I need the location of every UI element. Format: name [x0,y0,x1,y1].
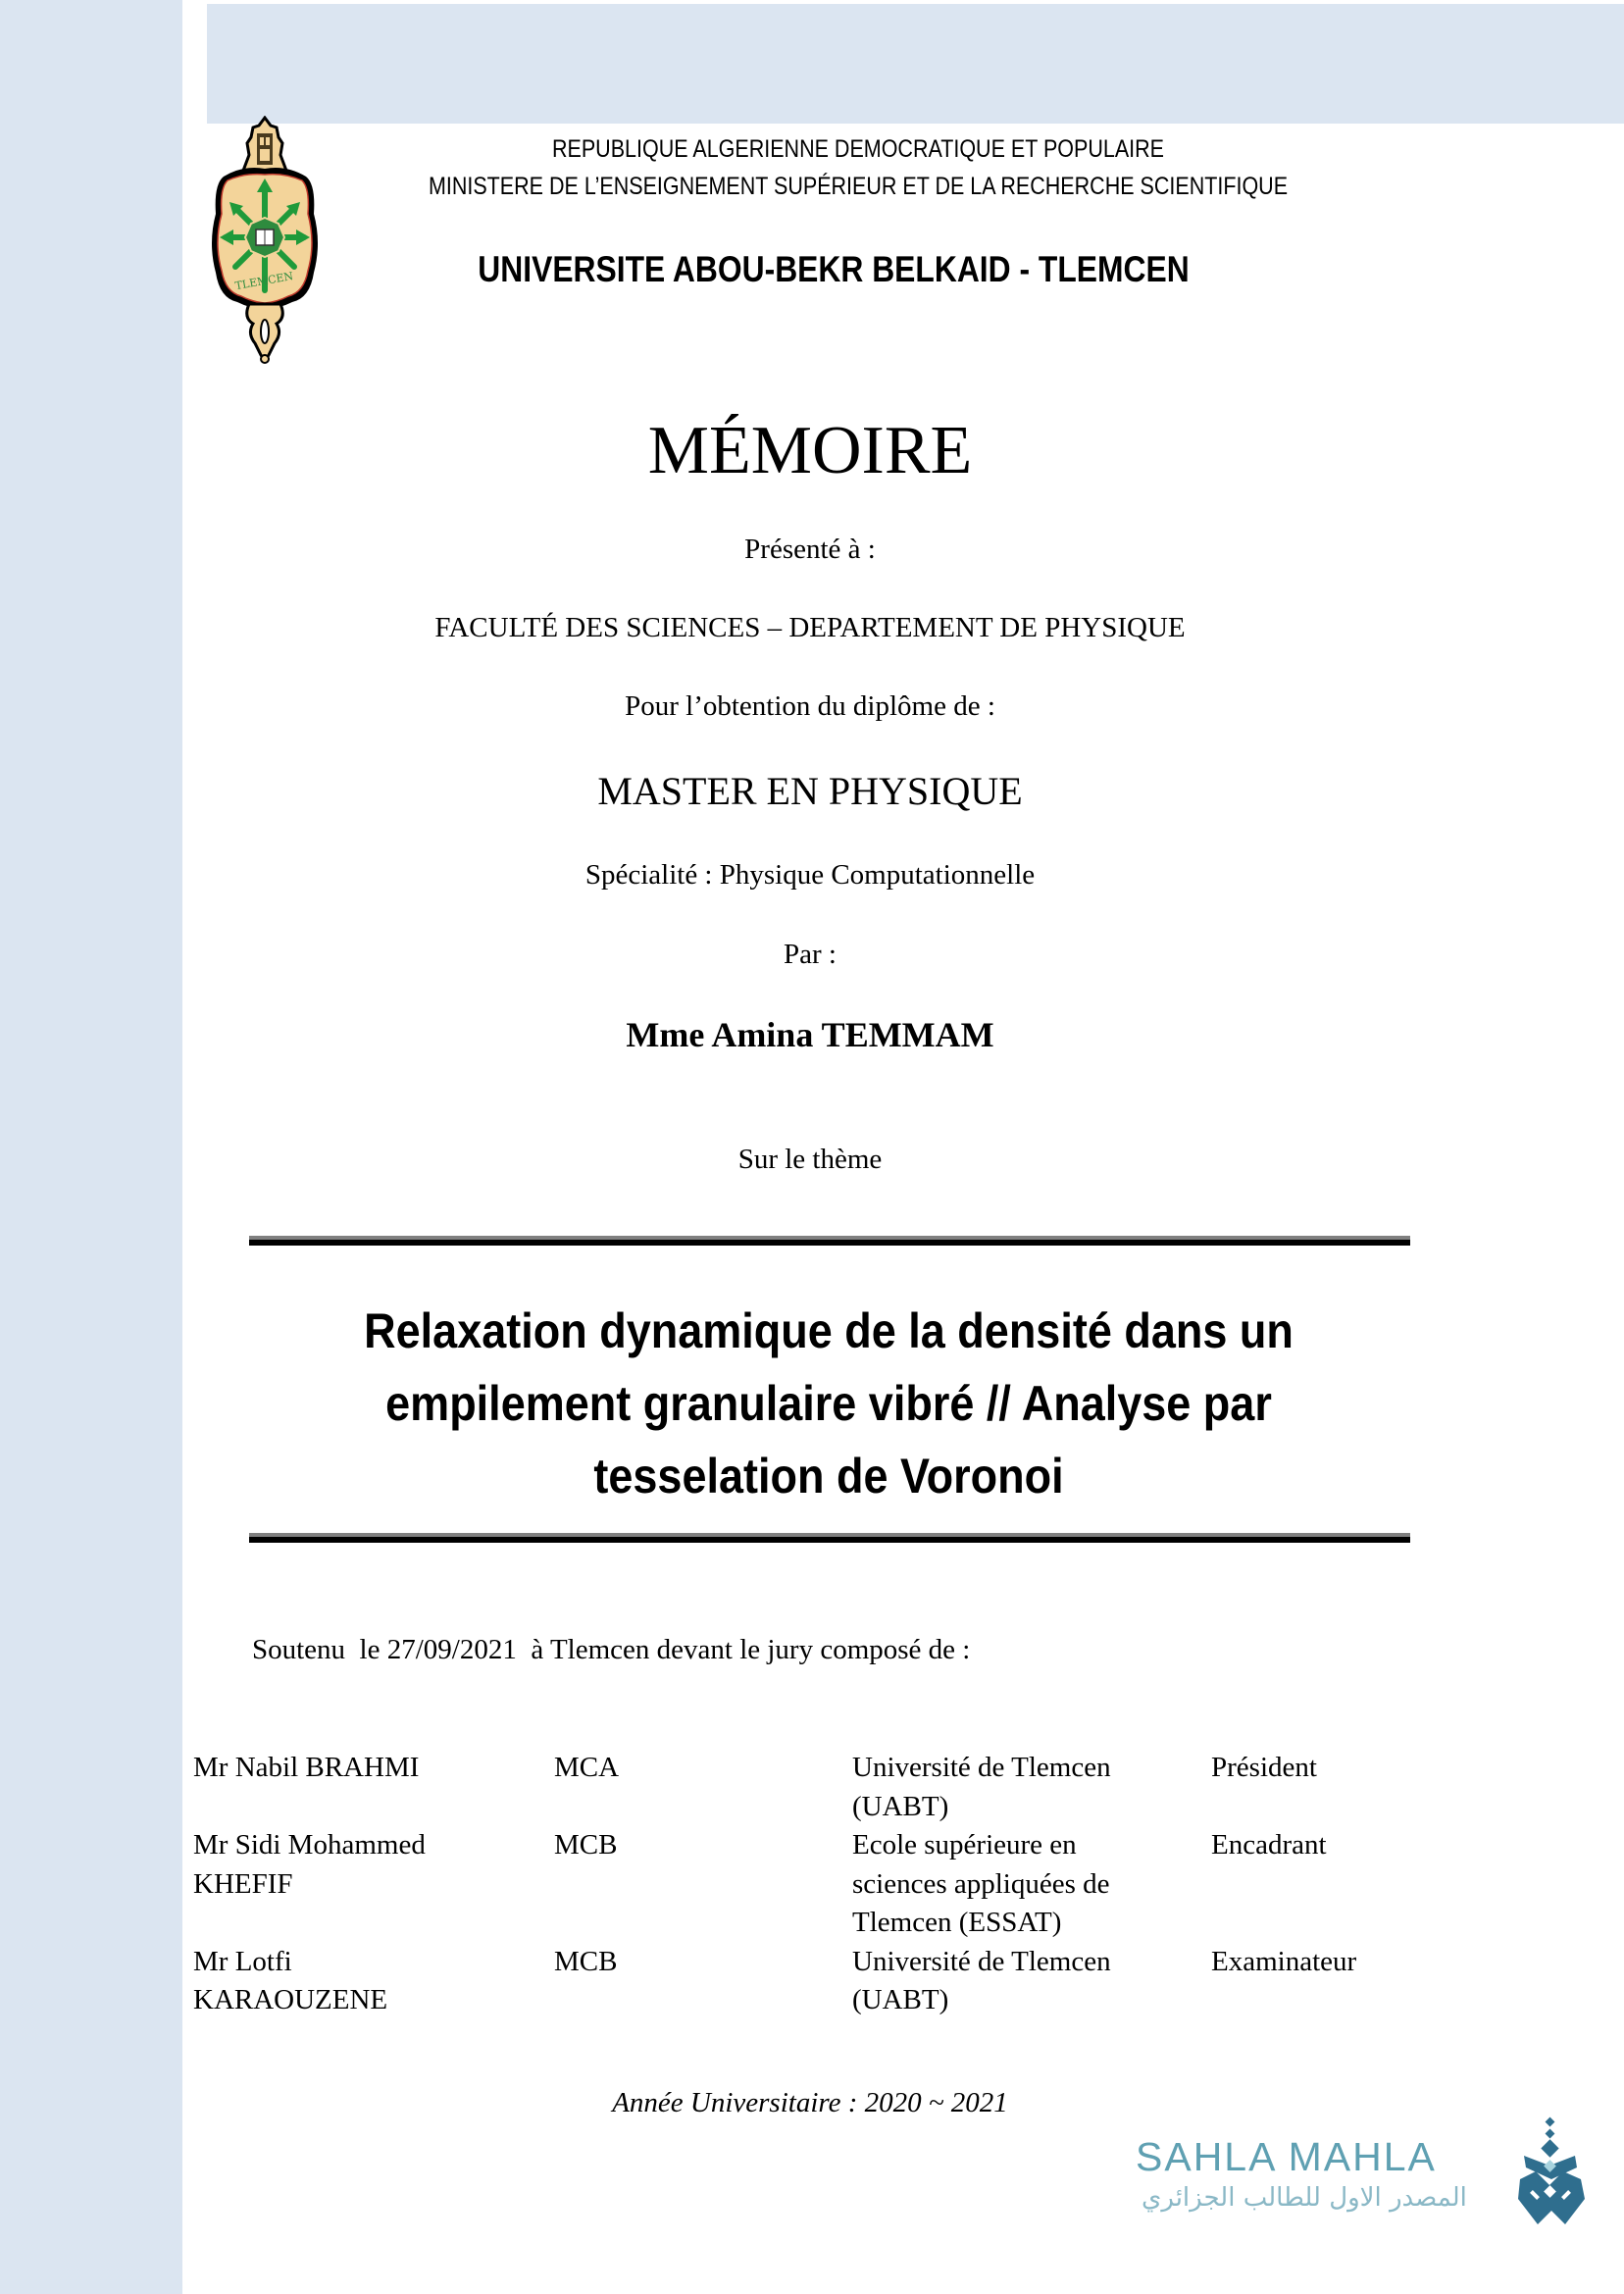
institution-line: Université de Tlemcen [852,1945,1111,1977]
jury-member-institution [852,1943,1211,2020]
thesis-title-line: Relaxation dynamique de la densité dans un [364,1303,1294,1358]
by-label: Par : [784,939,837,970]
thesis-title-line: empilement granulaire vibré // Analyse par [385,1376,1272,1431]
diploma-label: Pour l’obtention du diplôme de : [625,690,995,722]
institution-line: Tlemcen (ESSAT) [852,1907,1062,1938]
institution-line: Ecole supérieure en [852,1829,1077,1861]
institution-line: (UABT) [852,1790,949,1822]
jury-row [193,1943,1456,2020]
name-line: Mr Nabil BRAHMI [193,1752,420,1783]
university-emblem-icon [204,116,326,365]
jury-member-grade: MCB [554,1829,618,1861]
jury-member-grade: MCA [554,1752,620,1783]
sahla-mahla-logo-icon [1516,2116,1587,2226]
institution-line: Université de Tlemcen [852,1752,1111,1783]
jury-row [193,1749,1456,1826]
thesis-title [235,1295,1422,1512]
presented-to-label: Présenté à : [744,534,876,565]
name-line: Mr Lotfi [193,1945,292,1977]
jury-row [193,1826,1456,1943]
ministry-line: MINISTERE DE L’ENSEIGNEMENT SUPÉRIEUR ET DE LA RECHERCHE SCIENTIFIQUE [428,173,1289,200]
institution-line: (UABT) [852,1984,949,2015]
jury-member-name [193,1943,554,2020]
document-type: MÉMOIRE [647,413,973,488]
title-rule-top [249,1236,1410,1246]
republic-line: REPUBLIQUE ALGERIENNE DEMOCRATIQUE ET POPULAIRE [551,135,1165,163]
jury-member-role: Président [1211,1752,1317,1783]
name-line: Mr Sidi Mohammed [193,1829,426,1861]
top-banner [207,4,1624,124]
svg-text:TLEMCEN: TLEMCEN [233,269,295,293]
defense-statement: Soutenu le 27/09/2021 à Tlemcen devant le jury composé de : [252,1634,971,1665]
jury-member-grade: MCB [554,1945,618,1977]
jury-member-institution [852,1826,1211,1943]
sahla-mahla-brand: SAHLA MAHLA [1136,2134,1437,2179]
name-line: KARAOUZENE [193,1984,388,2015]
name-line: KHEFIF [193,1867,293,1900]
sahla-mahla-tagline: المصدر الاول للطالب الجزائري [1142,2183,1467,2213]
thesis-title-line: tesselation de Voronoi [593,1449,1064,1504]
author-name: Mme Amina TEMMAM [626,1015,994,1054]
institution-line: sciences appliquées de [852,1867,1110,1900]
university-name: UNIVERSITE ABOU-BEKR BELKAID - TLEMCEN [478,249,1190,289]
sahla-mahla-watermark [1136,2116,1587,2229]
jury-member-name [193,1749,554,1826]
title-rule-bottom [249,1533,1410,1543]
left-sidebar-band [0,0,182,2294]
speciality: Spécialité : Physique Computationnelle [584,859,1036,891]
jury-member-name [193,1826,554,1943]
diploma-name: MASTER EN PHYSIQUE [597,769,1023,813]
jury-member-role: Encadrant [1211,1829,1327,1861]
faculty-department: FACULTÉ DES SCIENCES – DEPARTEMENT DE PHYSIQUE [434,612,1186,643]
jury-table [193,1749,1456,2020]
jury-member-institution [852,1749,1211,1826]
jury-member-role: Examinateur [1211,1945,1357,1977]
academic-year: Année Universitaire : 2020 ~ 2021 [612,2087,1008,2118]
theme-label: Sur le thème [737,1144,883,1175]
